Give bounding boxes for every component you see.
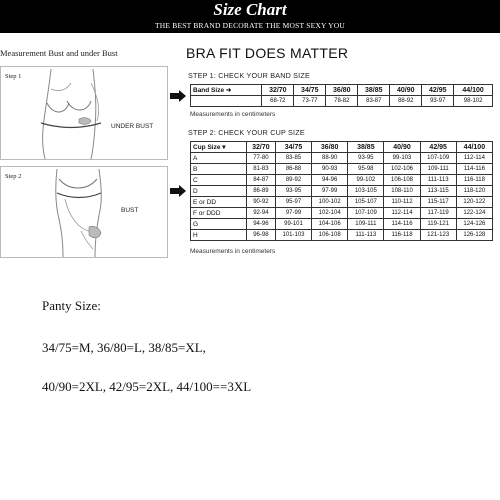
band-value-cell: 93-97	[422, 96, 454, 107]
cup-value-cell: 116-118	[384, 230, 420, 241]
step2-heading: STEP 2: CHECK YOUR CUP SIZE	[188, 128, 305, 137]
cup-value-cell: 84-87	[246, 175, 275, 186]
cup-value-cell: 126-128	[456, 230, 492, 241]
cup-value-cell: 94-96	[246, 219, 275, 230]
cup-label-cell: H	[191, 230, 247, 241]
cup-size-header: Cup Size ▾	[191, 142, 247, 153]
bust-figure-icon	[45, 169, 115, 257]
cup-value-cell: 104-106	[312, 219, 348, 230]
cup-value-cell: 107-109	[348, 208, 384, 219]
step1-heading: STEP 1: CHECK YOUR BAND SIZE	[188, 71, 310, 80]
cup-value-cell: 110-112	[384, 197, 420, 208]
cup-size-col: 38/85	[348, 142, 384, 153]
cup-value-cell: 77-80	[246, 153, 275, 164]
cup-value-cell: 109-111	[348, 219, 384, 230]
cup-value-cell: 122-124	[456, 208, 492, 219]
cup-value-cell: 124-126	[456, 219, 492, 230]
cup-size-col: 40/90	[384, 142, 420, 153]
cup-row	[191, 208, 493, 219]
cup-value-cell: 117-119	[420, 208, 456, 219]
cup-value-cell: 100-102	[312, 197, 348, 208]
cup-row	[191, 219, 493, 230]
step1-illustration	[0, 66, 168, 160]
cup-value-cell: 97-99	[275, 208, 311, 219]
band-size-col: 44/100	[454, 85, 493, 96]
header-banner	[0, 0, 500, 33]
band-size-col: 38/85	[358, 85, 390, 96]
step2-label: Step 2	[5, 173, 22, 180]
bust-label: BUST	[121, 207, 139, 214]
cup-value-cell: 106-108	[312, 230, 348, 241]
band-size-table	[190, 84, 493, 107]
band-value-cell: 88-92	[390, 96, 422, 107]
cup-value-cell: 93-95	[275, 186, 311, 197]
cup-measurement-note: Measurements in centimeters	[190, 248, 276, 255]
cup-value-cell: 88-90	[312, 153, 348, 164]
measurement-title: Measurement Bust and under Bust	[0, 48, 118, 58]
cup-size-col: 36/80	[312, 142, 348, 153]
band-size-col: 32/70	[262, 85, 294, 96]
cup-size-col: 32/70	[246, 142, 275, 153]
cup-size-col: 44/100	[456, 142, 492, 153]
cup-label-cell: E or DD	[191, 197, 247, 208]
cup-value-cell: 92-94	[246, 208, 275, 219]
cup-value-cell: 89-92	[275, 175, 311, 186]
cup-value-cell: 101-103	[275, 230, 311, 241]
cup-header-row	[191, 142, 493, 153]
cup-label-cell: B	[191, 164, 247, 175]
cup-value-cell: 99-103	[384, 153, 420, 164]
cup-value-cell: 103-105	[348, 186, 384, 197]
cup-value-cell: 94-96	[312, 175, 348, 186]
cup-label-cell: G	[191, 219, 247, 230]
cup-value-cell: 116-118	[456, 175, 492, 186]
band-measurement-note: Measurements in centimeters	[190, 111, 276, 118]
cup-value-cell: 113-115	[420, 186, 456, 197]
underbust-figure-icon	[31, 69, 111, 159]
cup-value-cell: 81-83	[246, 164, 275, 175]
cup-value-cell: 114-116	[456, 164, 492, 175]
cup-value-cell: 99-102	[348, 175, 384, 186]
cup-value-cell: 97-99	[312, 186, 348, 197]
cup-row	[191, 164, 493, 175]
band-value-cell: 98-102	[454, 96, 493, 107]
band-values-row	[191, 96, 493, 107]
cup-value-cell: 83-85	[275, 153, 311, 164]
cup-label-cell: C	[191, 175, 247, 186]
panty-size-line: 34/75=M, 36/80=L, 38/85=XL,	[42, 340, 206, 355]
cup-value-cell: 107-109	[420, 153, 456, 164]
cup-value-cell: 102-106	[384, 164, 420, 175]
cup-value-cell: 111-113	[348, 230, 384, 241]
cup-label-cell: A	[191, 153, 247, 164]
cup-row	[191, 230, 493, 241]
band-size-col: 40/90	[390, 85, 422, 96]
cup-value-cell: 105-107	[348, 197, 384, 208]
step2-illustration	[0, 166, 168, 258]
cup-value-cell: 109-111	[420, 164, 456, 175]
cup-value-cell: 90-93	[312, 164, 348, 175]
page-title: Size Chart	[213, 0, 287, 19]
cup-value-cell: 106-108	[384, 175, 420, 186]
panty-size-line: 40/90=2XL, 42/95=2XL, 44/100==3XL	[42, 379, 252, 394]
cup-value-cell: 111-113	[420, 175, 456, 186]
cup-value-cell: 112-114	[456, 153, 492, 164]
band-size-col: 42/95	[422, 85, 454, 96]
cup-value-cell: 102-104	[312, 208, 348, 219]
cup-value-cell: 90-92	[246, 197, 275, 208]
cup-label-cell: D	[191, 186, 247, 197]
cup-row	[191, 197, 493, 208]
cup-label-cell: F or DDD	[191, 208, 247, 219]
cup-value-cell: 119-121	[420, 219, 456, 230]
cup-value-cell: 86-88	[275, 164, 311, 175]
step1-label: Step 1	[5, 73, 22, 80]
cup-value-cell: 96-98	[246, 230, 275, 241]
band-size-col: 34/75	[294, 85, 326, 96]
band-size-col: 36/80	[326, 85, 358, 96]
panty-size-title: Panty Size:	[42, 298, 101, 313]
cup-size-col: 42/95	[420, 142, 456, 153]
cup-value-cell: 115-117	[420, 197, 456, 208]
cup-row	[191, 175, 493, 186]
cup-value-cell: 120-122	[456, 197, 492, 208]
cup-value-cell: 95-97	[275, 197, 311, 208]
band-value-cell: 78-82	[326, 96, 358, 107]
band-empty-cell	[191, 96, 262, 107]
band-value-cell: 83-87	[358, 96, 390, 107]
brand-tagline: THE BEST BRAND DECORATE THE MOST SEXY YOU	[155, 21, 345, 30]
band-size-header: Band Size ➜	[191, 85, 262, 96]
cup-value-cell: 114-116	[384, 219, 420, 230]
cup-size-table	[190, 141, 493, 241]
cup-value-cell: 108-110	[384, 186, 420, 197]
cup-value-cell: 95-98	[348, 164, 384, 175]
band-header-row	[191, 85, 493, 96]
underbust-label: UNDER BUST	[111, 123, 154, 130]
cup-value-cell: 86-89	[246, 186, 275, 197]
band-value-cell: 68-72	[262, 96, 294, 107]
cup-row	[191, 153, 493, 164]
cup-value-cell: 121-123	[420, 230, 456, 241]
cup-row	[191, 186, 493, 197]
cup-value-cell: 99-101	[275, 219, 311, 230]
cup-size-col: 34/75	[275, 142, 311, 153]
cup-value-cell: 93-95	[348, 153, 384, 164]
bra-fit-title: BRA FIT DOES MATTER	[186, 45, 349, 61]
cup-value-cell: 112-114	[384, 208, 420, 219]
arrow-right-icon	[170, 90, 186, 102]
band-value-cell: 73-77	[294, 96, 326, 107]
arrow-right-icon	[170, 185, 186, 197]
cup-value-cell: 118-120	[456, 186, 492, 197]
